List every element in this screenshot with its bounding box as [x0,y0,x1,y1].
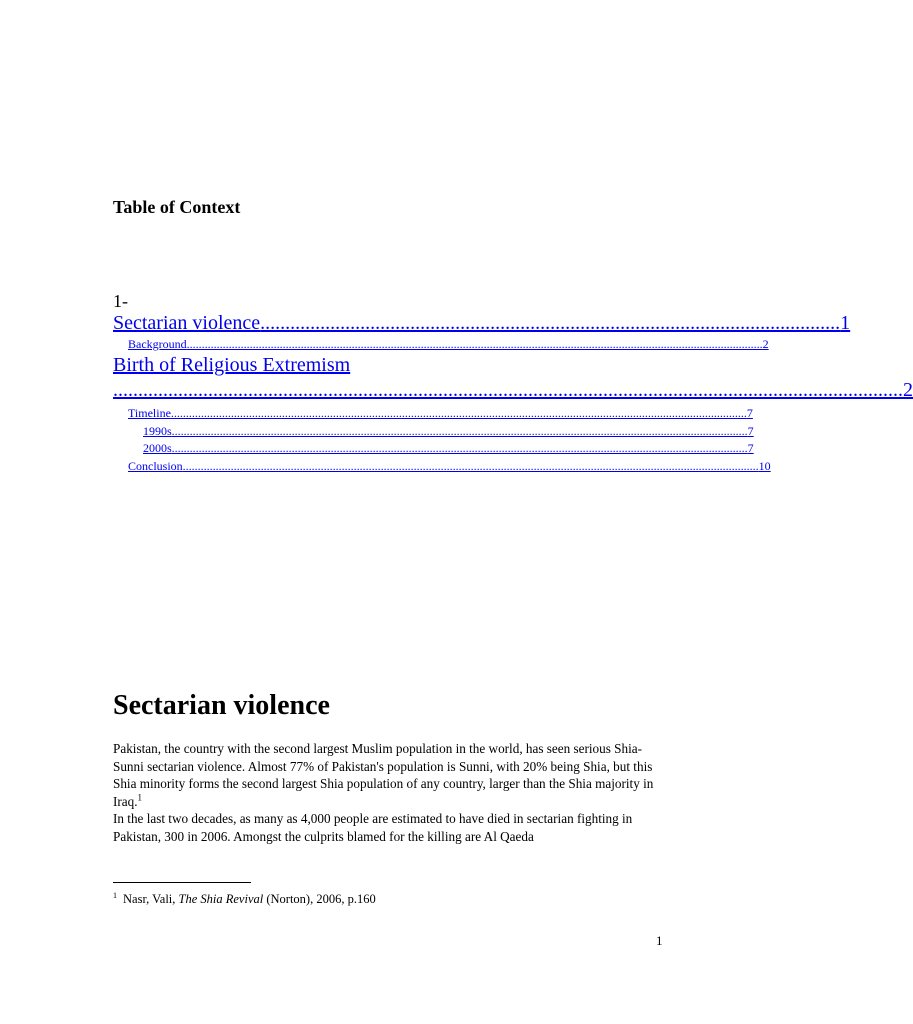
toc-entry-timeline[interactable] [128,406,753,420]
footnote-reference[interactable]: 1 [137,792,143,803]
toc-entry-page: 7 [747,424,754,438]
toc-leader-dots: ................................................................................................................................................................................................ [171,424,748,438]
toc-entry-page: 2 [903,379,913,401]
toc-entry-label: 1990s [143,424,172,438]
toc-entry-label: Timeline [128,406,171,420]
toc-entry-label: Background [128,337,187,351]
toc-prefix: 1- [113,291,128,311]
footnote [113,888,376,907]
toc-leader-dots: ................................................................................................................................................................................................ [186,337,763,351]
footnote-book-title: The Shia Revival [178,892,264,907]
toc-entry-2000s[interactable] [143,441,754,455]
toc-entry-page: 7 [747,441,754,455]
toc-entry-label: Sectarian violence [113,312,261,334]
toc-entry-label: Conclusion [128,459,183,473]
toc-entry-birth-continuation[interactable] [113,379,913,401]
toc-entry-label: 2000s [143,441,172,455]
page-number: 1 [656,933,663,948]
toc-leader-dots: ................................................................................................................................................................................................ [170,406,747,420]
toc-entry-1990s[interactable] [143,424,754,438]
toc-entry-page: 7 [746,406,753,420]
toc-entry-page: 10 [758,459,771,473]
section-heading: Sectarian violence [113,690,330,721]
toc-entry-page: 2 [762,337,769,351]
toc-leader-dots: ................................................................................................................................................................................................ [171,441,748,455]
toc-entry-background[interactable] [128,337,769,351]
body-text [113,740,668,845]
footnote-separator [113,882,251,883]
footnote-author: Nasr, Vali, [123,892,179,907]
paragraph: In the last two decades, as many as 4,000 people are estimated to have died in sectarian fighting in Pakistan, 300 in 2006. Amongst the culprits blamed for the killing are Al Qaeda [113,811,633,844]
toc-entry-birth-of-religious-extremism[interactable]: Birth of Religious Extremism [113,354,351,376]
toc-entry-conclusion[interactable] [128,459,771,473]
toc-leader-dots: .............................................................................................................................................................. [113,379,903,401]
paragraph-text: Pakistan, the country with the second largest Muslim population in the world, has seen serious Shia-Sunni sectarian violence. Almost 77% of Pakistan's population is Sunni, with 20% being Shia, but this Shia minority forms the second largest Shia population of any country, larger than the Shia majority in Iraq. [113,741,654,809]
footnote-number: 1 [113,891,117,900]
toc-entry-page: 1 [840,312,851,334]
paragraph [113,740,668,810]
toc-entry-sectarian-violence[interactable] [113,312,851,334]
toc-leader-dots: .................................................................................................................... [260,312,841,334]
footnote-details: (Norton), 2006, p.160 [263,892,376,907]
toc-title: Table of Context [113,197,241,217]
toc-leader-dots: ................................................................................................................................................................................................ [182,459,759,473]
